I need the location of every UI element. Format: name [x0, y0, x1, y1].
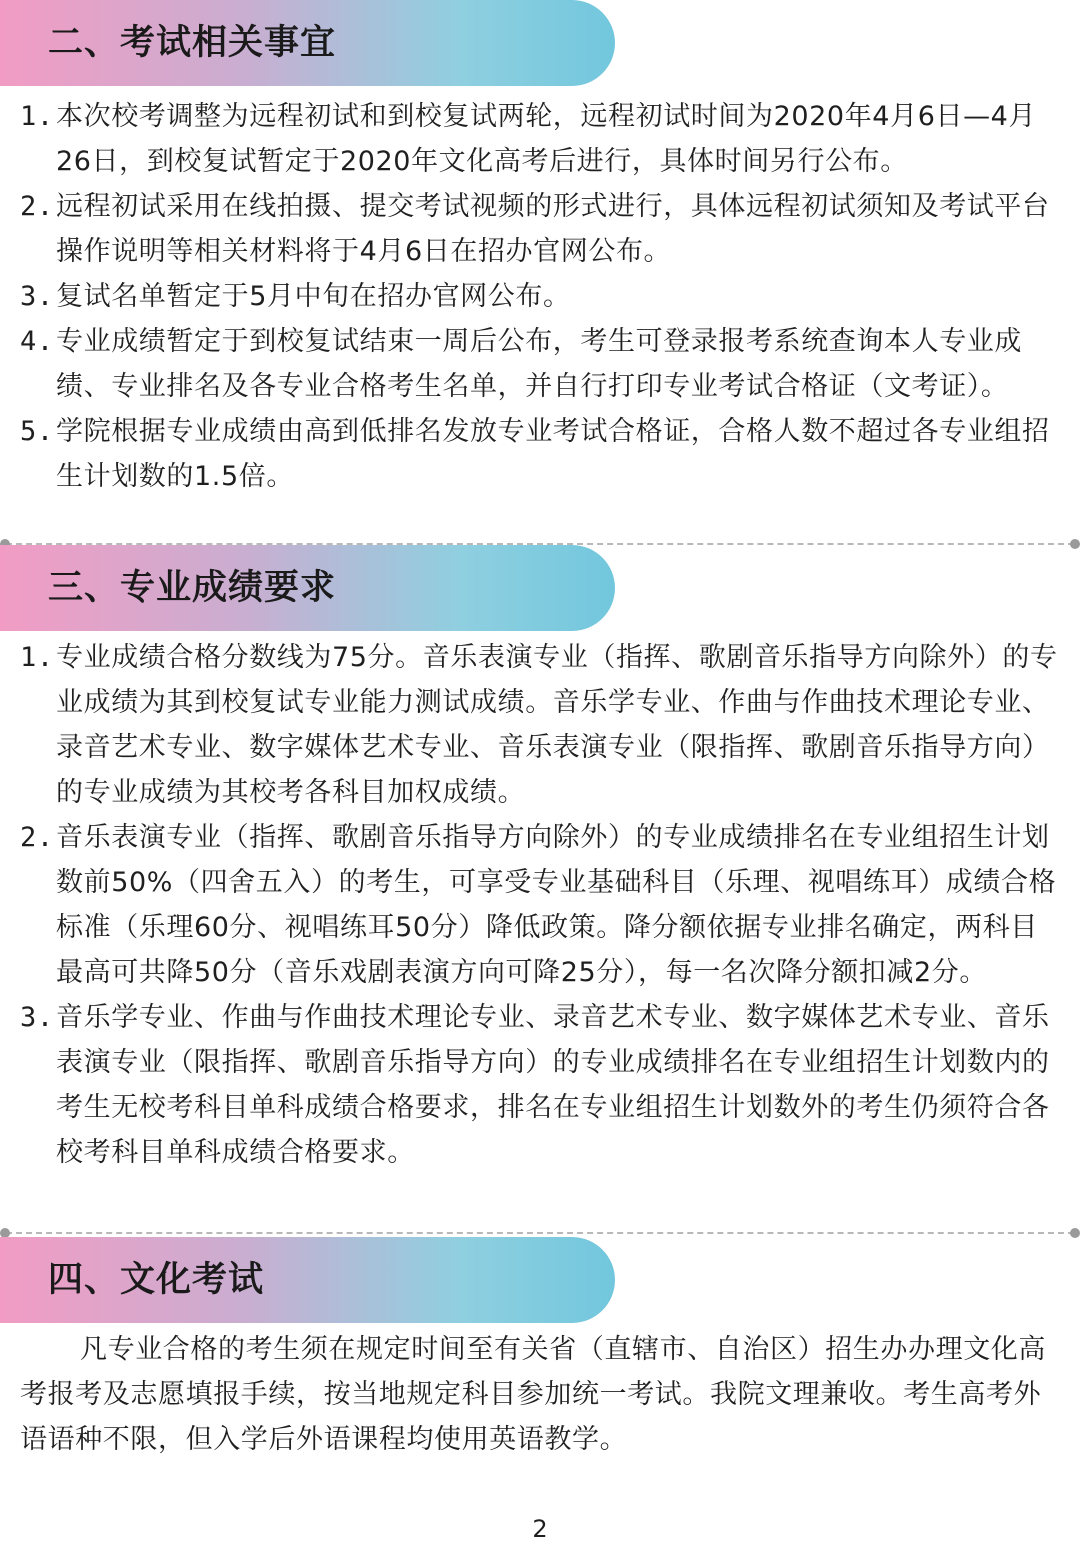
item-number: 2.	[20, 191, 54, 222]
item-number: 1.	[20, 642, 54, 673]
list-item	[0, 94, 1080, 184]
item-number: 4.	[20, 326, 54, 357]
item-number: 2.	[20, 822, 54, 853]
item-number: 3.	[20, 1002, 54, 1033]
item-text: 专业成绩合格分数线为75分。音乐表演专业（指挥、歌剧音乐指导方向除外）的专业成绩为其到校复试专业能力测试成绩。音乐学专业、作曲与作曲技术理论专业、录音艺术专业、数字媒体艺术专业、音乐表演专业（限指挥、歌剧音乐指导方向）的专业成绩为其校考各科目加权成绩。	[56, 642, 1058, 808]
list-item	[0, 995, 1080, 1175]
section-title: 二、考试相关事宜	[48, 23, 337, 63]
item-text: 音乐表演专业（指挥、歌剧音乐指导方向除外）的专业成绩排名在专业组招生计划数前50%（四舍五入）的考生，可享受专业基础科目（乐理、视唱练耳）成绩合格标准（乐理60分、视唱练耳50分）降低政策。降分额依据专业排名确定，两科目最高可共降50分（音乐戏剧表演方向可降25分），每一名次降分额扣减2分。	[56, 822, 1057, 988]
section-title: 四、文化考试	[48, 1260, 265, 1300]
item-text: 音乐学专业、作曲与作曲技术理论专业、录音艺术专业、数字媒体艺术专业、音乐表演专业（限指挥、歌剧音乐指导方向）的专业成绩排名在专业组招生计划数内的考生无校考科目单科成绩合格要求，排名在专业组招生计划数外的考生仍须符合各校考科目单科成绩合格要求。	[56, 1002, 1050, 1168]
section-cultural-exam	[0, 1237, 1080, 1489]
item-text: 专业成绩暂定于到校复试结束一周后公布，考生可登录报考系统查询本人专业成绩、专业排名及各专业合格考生名单，并自行打印专业考试合格证（文考证）。	[56, 326, 1022, 402]
section-title: 三、专业成绩要求	[48, 568, 337, 608]
section-exam-matters	[0, 0, 1080, 499]
list-item	[0, 184, 1080, 274]
section-paragraph: 凡专业合格的考生须在规定时间至有关省（直辖市、自治区）招生办办理文化高考报考及志愿填报手续，按当地规定科目参加统一考试。我院文理兼收。考生高考外语语种不限，但入学后外语课程均使用英语教学。	[20, 1334, 1046, 1455]
list-item	[0, 815, 1080, 995]
section-banner	[0, 545, 615, 631]
list-item	[0, 319, 1080, 409]
item-text: 复试名单暂定于5月中旬在招办官网公布。	[56, 281, 571, 312]
item-number: 5.	[20, 416, 54, 447]
list-item	[0, 274, 1080, 319]
section-score-requirements	[0, 545, 1080, 1175]
item-number: 3.	[20, 281, 54, 312]
list-item	[0, 635, 1080, 815]
section-banner	[0, 1237, 615, 1323]
item-list	[0, 94, 1080, 499]
item-text: 远程初试采用在线拍摄、提交考试视频的形式进行，具体远程初试须知及考试平台操作说明等相关材料将于4月6日在招办官网公布。	[56, 191, 1050, 267]
item-list	[0, 635, 1080, 1175]
item-text: 本次校考调整为远程初试和到校复试两轮，远程初试时间为2020年4月6日—4月26日，到校复试暂定于2020年文化高考后进行，具体时间另行公布。	[56, 101, 1037, 177]
page-number: 2	[532, 1515, 548, 1543]
item-number: 1.	[20, 101, 54, 132]
item-text: 学院根据专业成绩由高到低排名发放专业考试合格证，合格人数不超过各专业组招生计划数的1.5倍。	[56, 416, 1050, 492]
section-banner	[0, 0, 615, 86]
section-divider	[6, 1232, 1074, 1234]
list-item	[0, 409, 1080, 499]
